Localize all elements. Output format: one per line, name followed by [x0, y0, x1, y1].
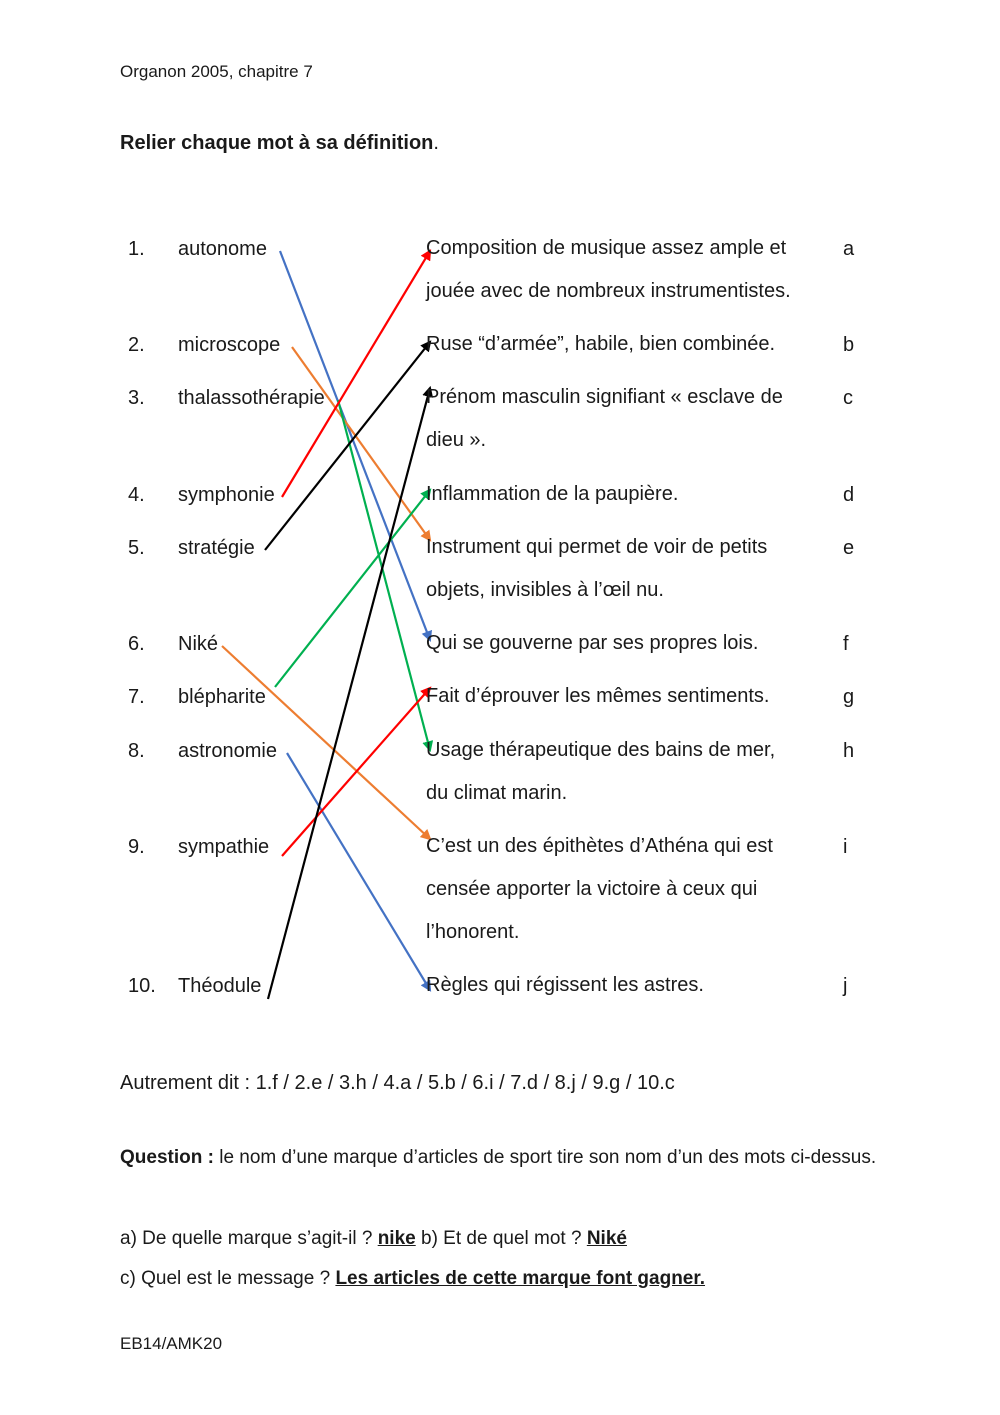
match-arrow-3-h: [338, 400, 430, 750]
match-arrow-1-f: [280, 251, 430, 640]
word-number: 5.: [128, 537, 145, 559]
word-number: 10.: [128, 975, 156, 997]
definition-letter: g: [843, 686, 855, 708]
definition-line: Ruse “d’armée”, habile, bien combinée.: [426, 333, 776, 355]
definition-letter: j: [843, 975, 848, 997]
word-number: 7.: [128, 686, 145, 708]
definition-letter: a: [843, 238, 855, 260]
word-item: astronomie: [178, 740, 277, 762]
definition-line: dieu ».: [426, 429, 487, 451]
page-header: Organon 2005, chapitre 7: [120, 62, 313, 81]
exercise-instruction: [120, 132, 439, 155]
question-a-b: [120, 1228, 627, 1250]
definition-letter: f: [843, 633, 849, 655]
definition-line: C’est un des épithètes d’Athéna qui est: [426, 835, 773, 857]
definition-letter: h: [843, 740, 855, 762]
answer-summary: Autrement dit : 1.f / 2.e / 3.h / 4.a / 5.b / 6.i / 7.d / 8.j / 9.g / 10.c: [120, 1072, 675, 1094]
word-number: 8.: [128, 740, 145, 762]
definition-line: Prénom masculin signifiant « esclave de: [426, 386, 783, 408]
answer-c: Les articles de cette marque font gagner.: [335, 1268, 706, 1289]
answer-a: nike: [377, 1228, 416, 1249]
question-c: [120, 1268, 705, 1290]
question-b-prefix: b) Et de quel mot ?: [415, 1228, 587, 1249]
definition-line: censée apporter la victoire à ceux qui: [426, 878, 758, 900]
match-arrow-4-a: [282, 251, 430, 497]
word-item: autonome: [178, 238, 267, 260]
match-arrow-8-j: [287, 753, 430, 990]
instruction-bold: Relier chaque mot à sa définition: [120, 132, 434, 154]
definition-letter: e: [843, 537, 855, 559]
word-number: 9.: [128, 836, 145, 858]
definition-letter: c: [843, 387, 853, 409]
definition-line: Règles qui régissent les astres.: [426, 974, 704, 996]
question-text: le nom d’une marque d’articles de sport tire son nom d’un des mots ci-dessus.: [213, 1147, 877, 1168]
word-number: 6.: [128, 633, 145, 655]
word-item: symphonie: [178, 484, 275, 506]
definition-line: Composition de musique assez ample et: [426, 237, 787, 259]
definition-line: jouée avec de nombreux instrumentistes.: [426, 280, 791, 302]
word-number: 3.: [128, 387, 145, 409]
word-item: microscope: [178, 334, 281, 356]
definition-line: du climat marin.: [426, 782, 568, 804]
definition-line: l’honorent.: [426, 921, 520, 943]
word-number: 4.: [128, 484, 145, 506]
definition-line: Usage thérapeutique des bains de mer,: [426, 739, 776, 761]
word-item: stratégie: [178, 537, 255, 559]
question-label: Question :: [120, 1147, 214, 1168]
definition-line: Instrument qui permet de voir de petits: [426, 536, 768, 558]
question-a-prefix: a) De quelle marque s’agit-il ?: [120, 1228, 378, 1249]
word-item: sympathie: [178, 836, 270, 858]
definition-line: Qui se gouverne par ses propres lois.: [426, 632, 759, 654]
word-item: thalassothérapie: [178, 387, 325, 409]
word-number: 2.: [128, 334, 145, 356]
word-item: blépharite: [178, 686, 266, 708]
page-footer: EB14/AMK20: [120, 1334, 223, 1353]
definition-letter: d: [843, 484, 855, 506]
question-paragraph: [120, 1138, 880, 1178]
word-item: Théodule: [178, 975, 262, 997]
match-arrow-5-b: [265, 342, 430, 550]
match-arrow-2-e: [292, 347, 430, 540]
word-number: 1.: [128, 238, 145, 260]
word-item: Niké: [178, 633, 219, 655]
definition-line: objets, invisibles à l’œil nu.: [426, 579, 664, 601]
definition-line: Inflammation de la paupière.: [426, 483, 679, 505]
definition-letter: i: [843, 836, 848, 858]
definition-letter: b: [843, 334, 855, 356]
definition-line: Fait d’éprouver les mêmes sentiments.: [426, 685, 770, 707]
answer-b: Niké: [586, 1228, 627, 1249]
question-c-prefix: c) Quel est le message ?: [120, 1268, 336, 1289]
instruction-period: .: [433, 132, 439, 154]
match-arrow-9-g: [282, 688, 430, 856]
